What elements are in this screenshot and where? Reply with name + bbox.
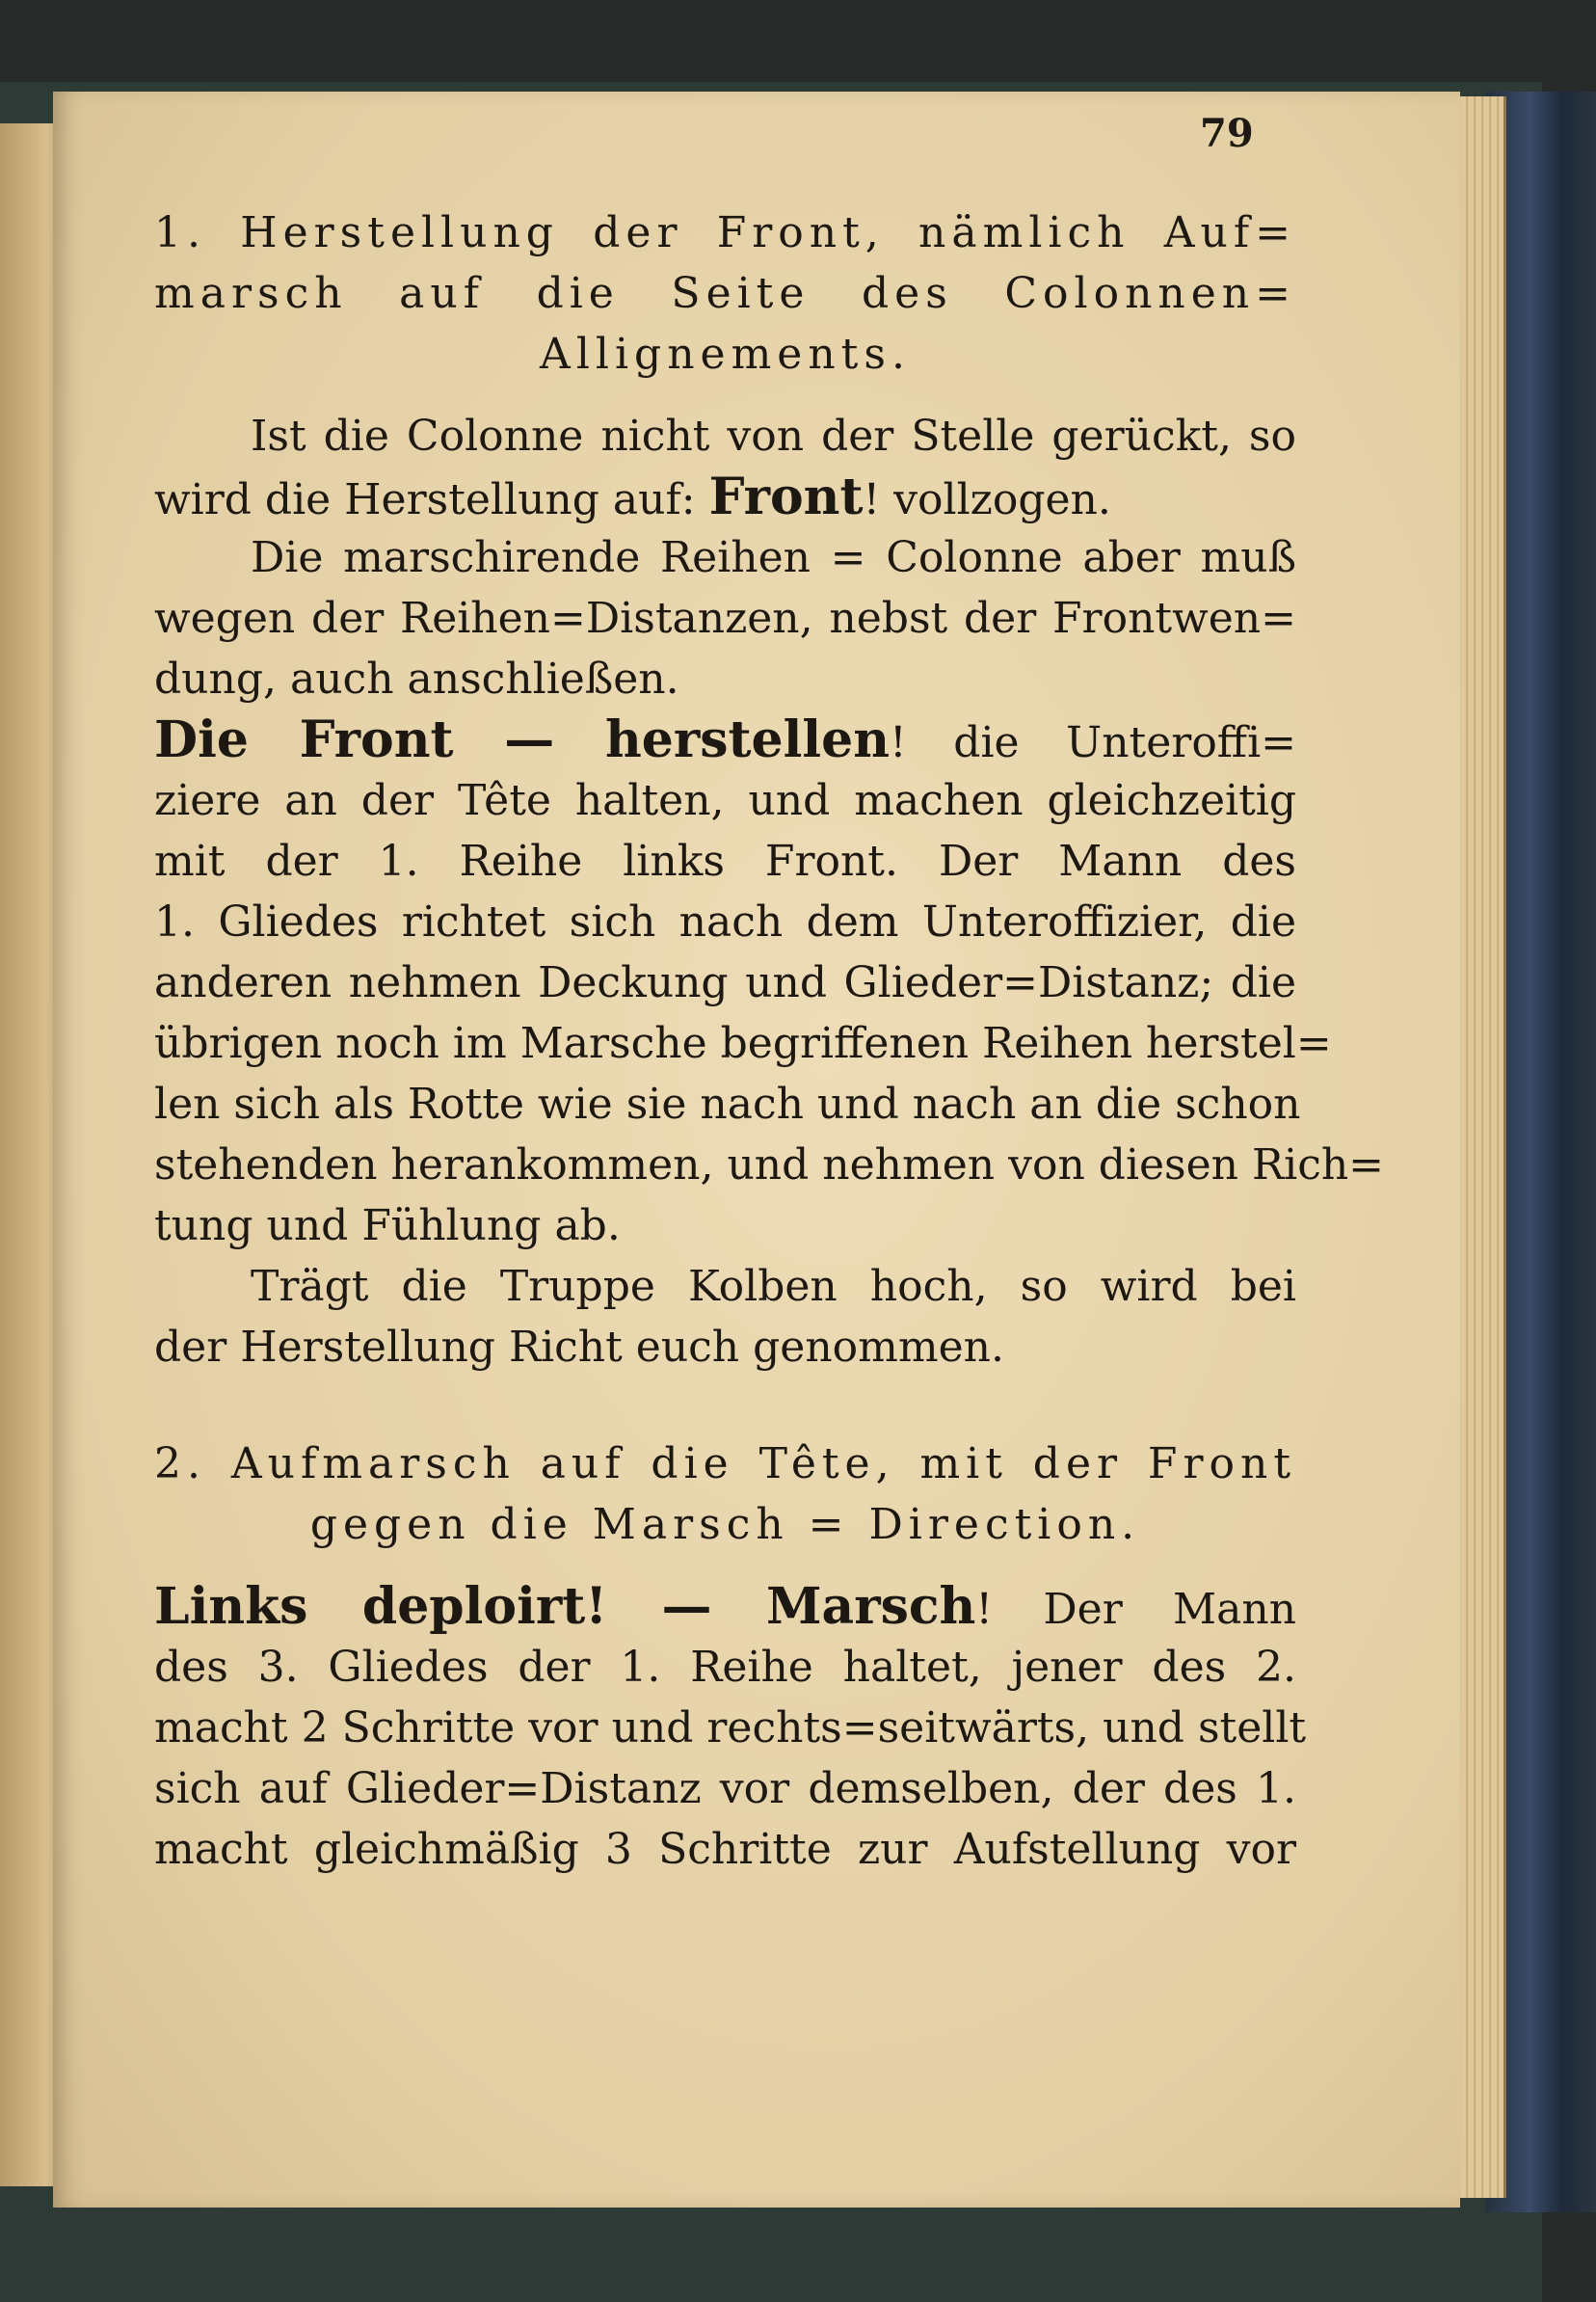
command-front-herstellen: Die Front — herstellen — [154, 710, 891, 769]
paragraph3-line6: übrigen noch im Marsche begriffenen Reihen herstel= — [154, 1019, 1332, 1068]
command-links-deploirt-marsch: Links deploirt! — Marsch — [154, 1577, 976, 1636]
command-front: Front — [708, 468, 864, 526]
paragraph2-line3: dung, auch anschließen. — [154, 655, 679, 704]
paragraph1-line2 — [154, 467, 1296, 527]
page-text — [154, 202, 1385, 1880]
paragraph2-line2: wegen der Reihen=Distanzen, nebst der Frontwen= — [154, 594, 1296, 643]
paragraph5-line1-after: ! Der Mann — [975, 1585, 1297, 1634]
paragraph3-line3: mit der 1. Reihe links Front. Der Mann des — [154, 837, 1296, 886]
page-number: 79 — [1200, 111, 1254, 156]
paragraph3-line8: stehenden herankommen, und nehmen von diesen Rich= — [154, 1140, 1385, 1190]
paragraph4-line2: der Herstellung Richt euch genommen. — [154, 1323, 1004, 1372]
paragraph5-line4: sich auf Glieder=Distanz vor demselben, der des 1. — [154, 1764, 1296, 1813]
paragraph1-line1: Ist die Colonne nicht von der Stelle gerückt, so — [251, 412, 1296, 461]
paragraph5-line5: macht gleichmäßig 3 Schritte zur Aufstellung vor — [154, 1825, 1296, 1874]
paragraph1-line2-after: ! vollzogen. — [863, 475, 1111, 524]
paragraph5-line2: des 3. Gliedes der 1. Reihe haltet, jener des 2. — [154, 1643, 1296, 1692]
paragraph2-line1: Die marschirende Reihen = Colonne aber muß — [251, 533, 1296, 582]
section1-heading-line2: marsch auf die Seite des Colonnen= — [154, 269, 1296, 318]
paragraph5-line3: macht 2 Schritte vor und rechts=seitwärts, und stellt — [154, 1703, 1307, 1753]
paragraph3-line4: 1. Gliedes richtet sich nach dem Unteroffizier, die — [154, 897, 1296, 947]
paragraph3-line1 — [154, 709, 1296, 770]
paragraph3-line1-after: ! die Unteroffi= — [890, 718, 1297, 767]
section1-heading-line3: Allignements. — [540, 330, 911, 379]
paragraph5-line1 — [154, 1576, 1296, 1637]
paragraph4-line1: Trägt die Truppe Kolben hoch, so wird bei — [251, 1262, 1296, 1311]
paragraph1-line2-before: wird die Herstellung auf: — [154, 475, 696, 524]
section2-heading-line2: gegen die Marsch = Direction. — [309, 1500, 1141, 1549]
section2-heading-line1: 2. Aufmarsch auf die Tête, mit der Front — [154, 1439, 1296, 1488]
paragraph3-line5: anderen nehmen Deckung und Glieder=Distanz; die — [154, 958, 1296, 1007]
paragraph3-line7: len sich als Rotte wie sie nach und nach an die schon — [154, 1080, 1301, 1129]
paragraph3-line2: ziere an der Tête halten, und machen gleichzeitig — [154, 776, 1296, 825]
paragraph3-line9: tung und Fühlung ab. — [154, 1201, 621, 1250]
section1-heading-line1: 1. Herstellung der Front, nämlich Auf= — [154, 208, 1296, 257]
